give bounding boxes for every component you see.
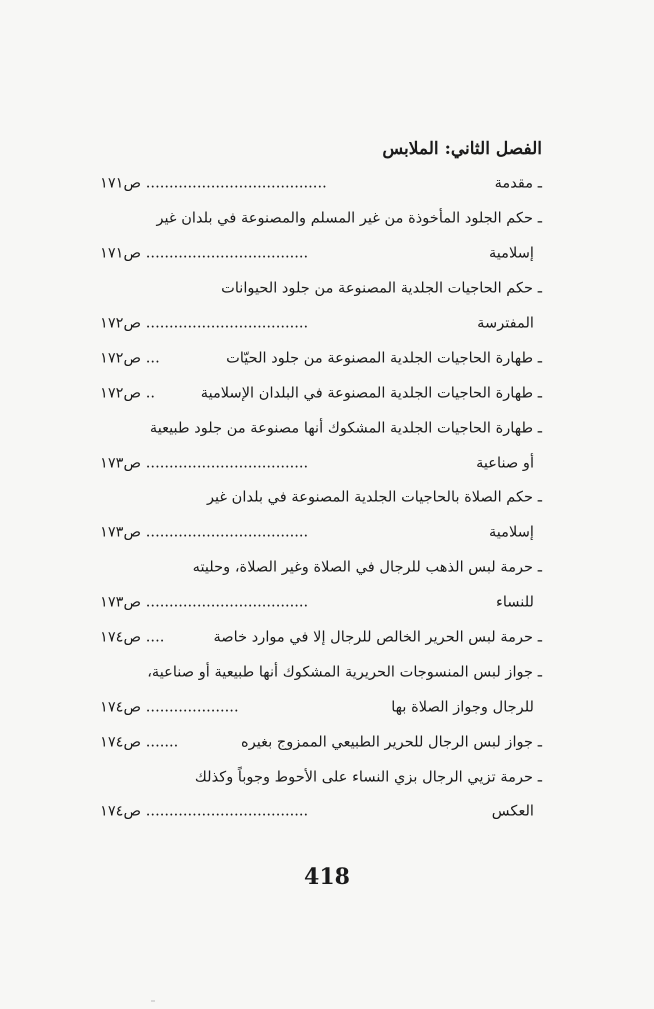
toc-entry xyxy=(100,480,542,515)
toc-entry-title: المفترسة xyxy=(477,314,534,332)
toc-entry-title: للرجال وجواز الصلاة بها xyxy=(391,698,534,716)
toc-entry-page-ref: ................................... ص١٧٣ xyxy=(100,454,309,472)
toc-entry-title: ـ حكم الجلود المأخوذة من غير المسلم والمصنوعة في بلدان غير xyxy=(156,209,542,227)
toc-entry xyxy=(100,550,542,585)
toc-entry-title: ـ طهارة الحاجيات الجلدية المشكوك أنها مصنوعة من جلود طبيعية xyxy=(149,419,542,437)
toc-entry-page-ref: ................................... ص١٧١ xyxy=(100,244,309,262)
toc-entry-title: ـ طهارة الحاجيات الجلدية المصنوعة من جلود الحيّات xyxy=(226,349,542,367)
toc-entry-title: إسلامية xyxy=(488,244,534,262)
scan-artifact xyxy=(151,1000,155,1002)
toc-entry xyxy=(100,689,542,724)
toc-entry xyxy=(100,445,542,480)
section-title: الفصل الثاني: الملابس xyxy=(382,139,542,159)
toc-entry-page-ref: .................... ص١٧٤ xyxy=(100,698,239,716)
toc-entries xyxy=(100,166,542,829)
toc-entry xyxy=(100,306,542,341)
toc-entry xyxy=(100,375,542,410)
toc-entry xyxy=(100,236,542,271)
toc-entry-title: ـ حكم الحاجيات الجلدية المصنوعة من جلود الحيوانات xyxy=(221,279,542,297)
toc-entry xyxy=(100,410,542,445)
toc-entry-page-ref: ... ص١٧٢ xyxy=(100,349,160,367)
toc-entry xyxy=(100,201,542,236)
toc-entry xyxy=(100,515,542,550)
toc-entry-title: إسلامية xyxy=(488,523,534,541)
toc-entry-title: ـ جواز لبس المنسوجات الحريرية المشكوك أنها طبيعية أو صناعية، xyxy=(147,663,542,681)
toc-entry xyxy=(100,654,542,689)
toc-entry xyxy=(100,340,542,375)
table-of-contents xyxy=(100,132,542,829)
toc-entry-title: ـ مقدمة xyxy=(494,174,542,192)
toc-entry-page-ref: ....................................... ص١٧١ xyxy=(100,174,327,192)
toc-entry xyxy=(100,271,542,306)
toc-entry-page-ref: .... ص١٧٤ xyxy=(100,628,165,646)
toc-entry xyxy=(100,166,542,201)
toc-entry-title: ـ حرمة تزيي الرجال بزي النساء على الأحوط وجوباً وكذلك xyxy=(194,768,542,786)
toc-entry-title: أو صناعية xyxy=(476,454,534,472)
toc-entry-page-ref: ................................... ص١٧٢ xyxy=(100,314,309,332)
toc-entry-page-ref: ....... ص١٧٤ xyxy=(100,733,179,751)
toc-entry-title: العكس xyxy=(491,802,534,820)
toc-entry-page-ref: ................................... ص١٧٣ xyxy=(100,523,309,541)
toc-entry xyxy=(100,620,542,655)
toc-entry-title: ـ حكم الصلاة بالحاجيات الجلدية المصنوعة في بلدان غير xyxy=(206,488,542,506)
toc-entry-title: ـ حرمة لبس الذهب للرجال في الصلاة وغير الصلاة، وحليته xyxy=(192,558,542,576)
toc-entry-page-ref: ................................... ص١٧٤ xyxy=(100,802,309,820)
toc-entry xyxy=(100,794,542,829)
toc-entry-title: ـ جواز لبس الرجال للحرير الطبيعي الممزوج بغيره xyxy=(241,733,542,751)
toc-entry xyxy=(100,759,542,794)
toc-entry-page-ref: ................................... ص١٧٣ xyxy=(100,593,309,611)
toc-entry-title: ـ طهارة الحاجيات الجلدية المصنوعة في البلدان الإسلامية xyxy=(200,384,542,402)
page-number: 418 xyxy=(304,864,350,890)
toc-entry-page-ref: .. ص١٧٢ xyxy=(100,384,156,402)
toc-entry xyxy=(100,724,542,759)
toc-entry-title: للنساء xyxy=(495,593,534,611)
toc-entry-title: ـ حرمة لبس الحرير الخالص للرجال إلا في موارد خاصة xyxy=(213,628,542,646)
toc-entry xyxy=(100,585,542,620)
